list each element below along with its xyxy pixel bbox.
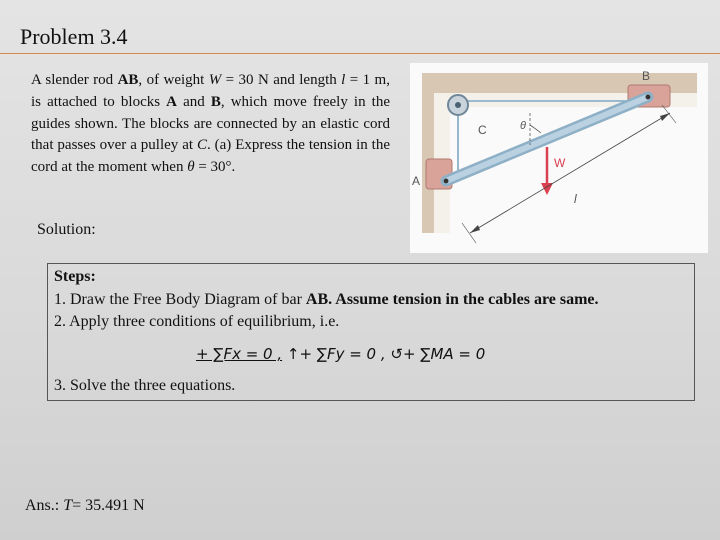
- mechanism-figure: [410, 63, 708, 253]
- problem-text: = 30 N and length: [221, 72, 342, 88]
- label-theta: θ: [520, 120, 526, 132]
- problem-statement: [31, 70, 390, 179]
- theta-symbol: θ: [187, 159, 195, 176]
- label-l: l: [574, 192, 577, 206]
- problem-text: . (a) Express the tension in the cord at the moment when: [31, 137, 390, 176]
- label-b: B: [642, 69, 651, 83]
- step-3: 3. Solve the three equations.: [54, 377, 236, 394]
- answer: [25, 497, 145, 515]
- answer-value: = 35.491 N: [72, 497, 145, 514]
- equilibrium-equations: [196, 345, 485, 363]
- step-1-text: 1. Draw the Free Body Diagram of bar: [54, 291, 306, 308]
- up-arrow-icon: ↑: [286, 345, 300, 363]
- answer-label: Ans.:: [25, 497, 64, 514]
- problem-text: A slender rod: [31, 72, 118, 88]
- moment-arrow-icon: ↺: [390, 345, 403, 363]
- steps-heading: [54, 268, 96, 286]
- block-a-label: A: [166, 93, 177, 110]
- steps-heading-text: Steps:: [54, 268, 96, 285]
- slide-title: Problem 3.4: [20, 24, 128, 49]
- length-symbol: l: [341, 72, 346, 88]
- problem-text: , of weight: [138, 72, 209, 88]
- eq-sum-ma: + ∑MA = 0: [403, 345, 486, 363]
- pulley-hub: [455, 102, 461, 108]
- answer-symbol: T: [63, 497, 73, 514]
- block-b-label: B: [210, 93, 221, 110]
- step-1-bold: AB. Assume tension in the cables are same.: [305, 291, 599, 308]
- step-1: [54, 291, 599, 309]
- mechanism-diagram: [410, 63, 708, 253]
- problem-text: , which move freely in the guides shown. The blocks are connected by an elastic cord that passes over a pulley at: [31, 93, 390, 154]
- step-2: 2. Apply three conditions of equilibrium, i.e.: [54, 313, 340, 330]
- weight-symbol: W: [208, 72, 222, 88]
- problem-text: and: [177, 93, 211, 110]
- problem-text: = 1 m, is attached to blocks: [31, 72, 390, 110]
- label-c: C: [478, 123, 487, 137]
- rod-label: AB: [117, 72, 139, 88]
- label-w: W: [554, 156, 566, 170]
- pin-a: [444, 179, 449, 184]
- eq-sum-fx: + ∑Fx = 0 ,: [196, 345, 283, 363]
- problem-text: = 30°.: [194, 159, 236, 176]
- eq-sum-fy: + ∑Fy = 0 ,: [299, 345, 386, 363]
- label-a: A: [412, 174, 421, 188]
- pulley-label: C: [196, 137, 207, 154]
- title-underline: [0, 53, 720, 54]
- pin-b: [646, 95, 651, 100]
- steps-box: [47, 263, 695, 401]
- solution-label: Solution:: [37, 221, 96, 238]
